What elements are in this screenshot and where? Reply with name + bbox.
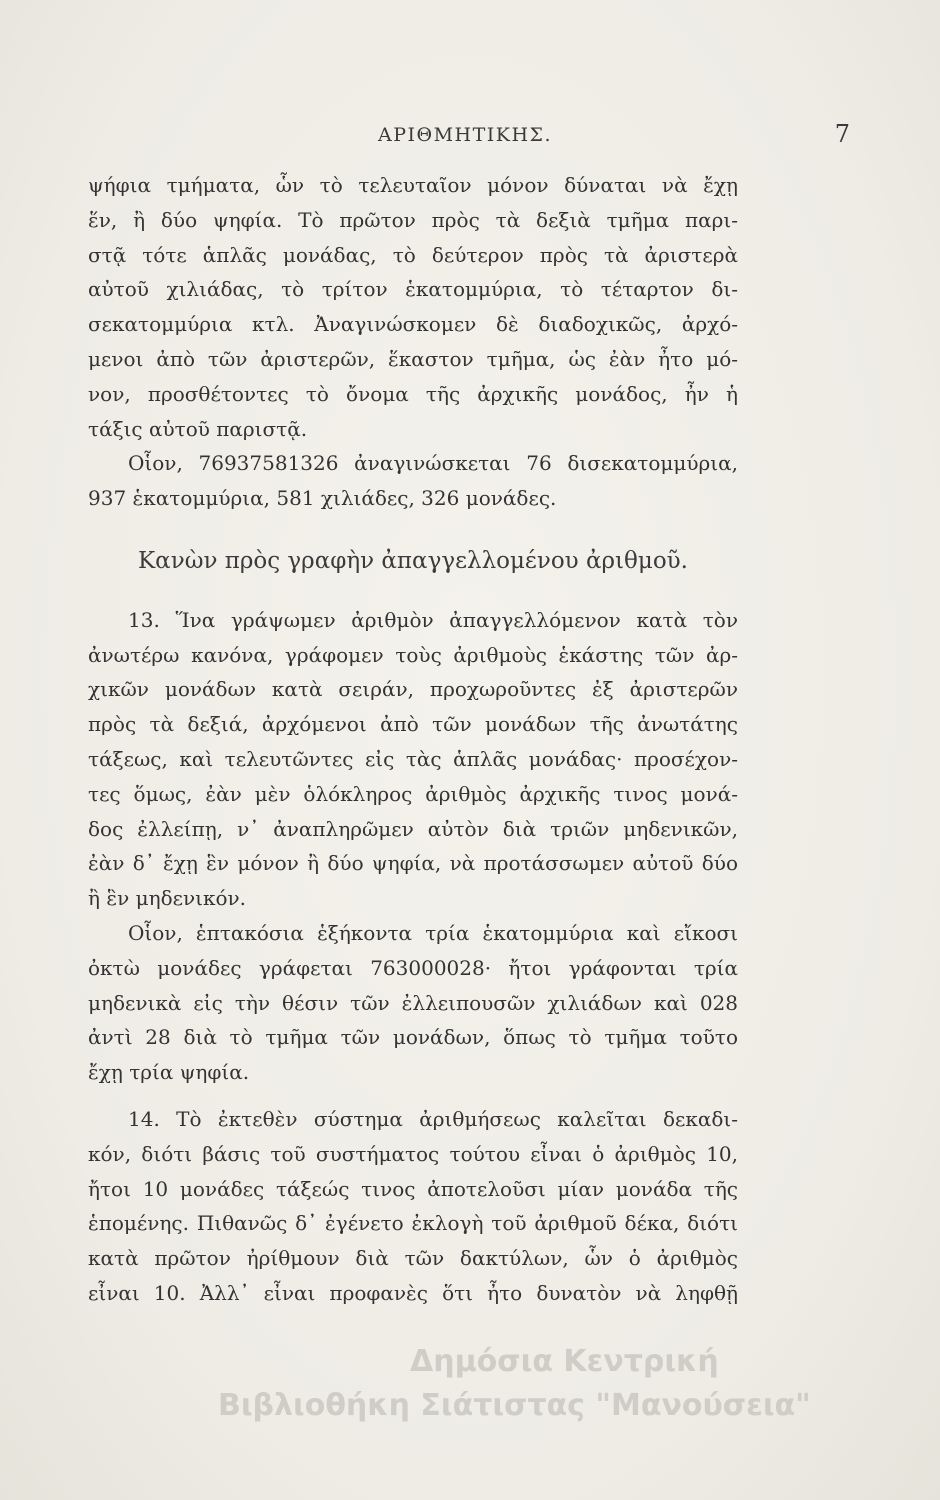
text-line: κατὰ πρῶτον ἠρίθμουν διὰ τῶν δακτύλων, ὧν ὁ ἀριθμὸς [88, 1246, 738, 1271]
watermark-line: Δημόσια Κεντρική [410, 1344, 719, 1379]
text-line: 937 ἑκατομμύρια, 581 χιλιάδες, 326 μονάδες. [88, 486, 557, 511]
page-number: 7 [834, 120, 850, 148]
text-line: τάξις αὐτοῦ παριστᾷ. [88, 416, 308, 441]
text-line: ἀνωτέρω κανόνα, γράφομεν τοὺς ἀριθμοὺς ἑκάστης τῶν ἀρ- [88, 642, 738, 667]
section-heading: Κανὼν πρὸς γραφὴν ἀπαγγελλομένου ἀριθμοῦ. [138, 547, 688, 574]
text-line: μενοι ἀπὸ τῶν ἀριστερῶν, ἕκαστον τμῆμα, ὡς ἐὰν ἦτο μό- [88, 346, 738, 371]
text-line: ὀκτὼ μονάδες γράφεται 763000028· ἤτοι γράφονται τρία [88, 955, 738, 980]
text-line: Οἷον, 76937581326 ἀναγινώσκεται 76 δισεκατομμύρια, [128, 451, 738, 476]
text-line: κόν, διότι βάσις τοῦ συστήματος τούτου εἶναι ὁ ἀριθμὸς 10, [88, 1141, 738, 1166]
example-paragraph [88, 446, 738, 516]
text-line: δος ἐλλείπῃ, ν᾽ ἀναπληρῶμεν αὐτὸν διὰ τριῶν μηδενικῶν, [88, 816, 738, 841]
paragraph-continuation [88, 168, 738, 446]
text-line: εἶναι 10. Ἀλλ᾽ εἶναι προφανὲς ὅτι ἦτο δυνατὸν νὰ ληφθῇ [88, 1280, 738, 1305]
paragraph-13 [88, 603, 738, 916]
text-line: ἑπομένης. Πιθανῶς δ᾽ ἐγένετο ἐκλογὴ τοῦ ἀριθμοῦ δέκα, διότι [88, 1211, 738, 1236]
watermark-line: Βιβλιοθήκη Σιάτιστας "Μανούσεια" [218, 1388, 811, 1423]
text-line: μηδενικὰ εἰς τὴν θέσιν τῶν ἐλλειπουσῶν χιλιάδων καὶ 028 [88, 990, 738, 1015]
running-head: ΑΡΙΘΜΗΤΙΚΗΣ. [377, 124, 553, 146]
text-line: ἀντὶ 28 διὰ τὸ τμῆμα τῶν μονάδων, ὅπως τὸ τμῆμα τοῦτο [88, 1025, 738, 1050]
text-line: ψήφια τμήματα, ὧν τὸ τελευταῖον μόνον δύναται νὰ ἔχῃ [88, 173, 738, 197]
page-body [88, 168, 738, 1311]
text-line: νον, προσθέτοντες τὸ ὄνομα τῆς ἀρχικῆς μονάδος, ἦν ἡ [88, 381, 738, 406]
text-line: στᾷ τότε ἁπλᾶς μονάδας, τὸ δεύτερον πρὸς τὰ ἀριστερὰ [88, 242, 738, 267]
text-line: 13. Ἵνα γράψωμεν ἀριθμὸν ἀπαγγελλόμενον κατὰ τὸν [128, 607, 738, 632]
text-line: τες ὅμως, ἐὰν μὲν ὁλόκληρος ἀριθμὸς ἀρχικῆς τινος μονά- [88, 781, 738, 806]
text-line: ἢ ἓν μηδενικόν. [88, 886, 247, 911]
text-line: χικῶν μονάδων κατὰ σειράν, προχωροῦντες ἐξ ἀριστερῶν [88, 677, 738, 702]
library-watermark [180, 1340, 940, 1428]
text-line: ἔχῃ τρία ψηφία. [88, 1060, 250, 1085]
page-header [80, 120, 850, 160]
paragraph-14 [88, 1102, 738, 1311]
text-line: τάξεως, καὶ τελευτῶντες εἰς τὰς ἁπλᾶς μονάδας· προσέχον- [88, 746, 738, 771]
text-line: ἐὰν δ᾽ ἔχῃ ἓν μόνον ἢ δύο ψηφία, νὰ προτάσσωμεν αὐτοῦ δύο [88, 851, 738, 876]
text-line: 14. Τὸ ἐκτεθὲν σύστημα ἀριθμήσεως καλεῖται δεκαδι- [128, 1106, 738, 1131]
text-line: πρὸς τὰ δεξιά, ἀρχόμενοι ἀπὸ τῶν μονάδων τῆς ἀνωτάτης [88, 712, 738, 737]
example-paragraph [88, 916, 738, 1090]
text-line: σεκατομμύρια κτλ. Ἀναγινώσκομεν δὲ διαδοχικῶς, ἀρχό- [88, 312, 738, 337]
text-line: ἤτοι 10 μονάδες τάξεώς τινος ἀποτελοῦσι μίαν μονάδα τῆς [88, 1176, 738, 1201]
text-line: ἕν, ἢ δύο ψηφία. Τὸ πρῶτον πρὸς τὰ δεξιὰ τμῆμα παρι- [88, 207, 738, 232]
text-line: αὐτοῦ χιλιάδας, τὸ τρίτον ἑκατομμύρια, τὸ τέταρτον δι- [88, 277, 738, 302]
text-line: Οἷον, ἑπτακόσια ἑξήκοντα τρία ἑκατομμύρια καὶ εἴκοσι [128, 920, 738, 945]
